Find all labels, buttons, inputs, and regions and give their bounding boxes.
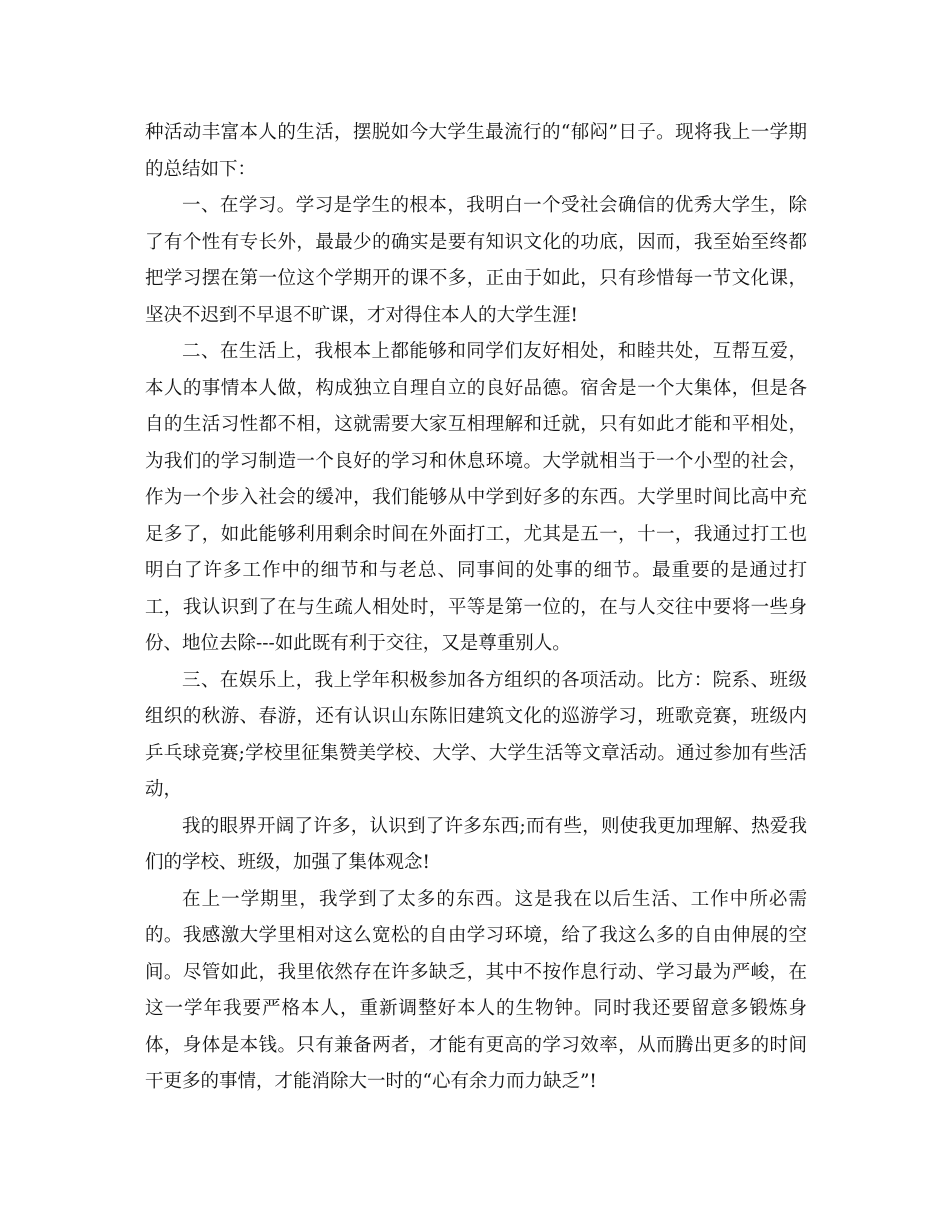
paragraph-conclusion: 在上一学期里，我学到了太多的东西。这是我在以后生活、工作中所必需的。我感激大学里相对这么宽松的自由学习环境，给了我这么多的自由伸展的空间。尽管如此，我里依然存在许多缺乏，其中不按作息行动、学习最为严峻，在这一学年我要严格本人，重新调整好本人的生物钟。同时我还要留意多锻炼身体，身体是本钱。只有兼备两者，才能有更高的学习效率，从而腾出更多的时间干更多的事情，才能消除大一时的“心有余力而力缺乏”! — [145, 888, 807, 1092]
paragraph-intro: 种活动丰富本人的生活，摆脱如今大学生最流行的“郁闷”日子。现将我上一学期的总结如下： — [145, 122, 807, 180]
paragraph-horizon: 我的眼界开阔了许多，认识到了许多东西;而有些，则使我更加理解、热爱我们的学校、班级，加强了集体观念! — [145, 815, 807, 873]
document-body — [145, 115, 807, 1101]
paragraph-study: 一、在学习。学习是学生的根本，我明白一个受社会确信的优秀大学生，除了有个性有专长外，最最少的确实是要有知识文化的功底，因而，我至始至终都把学习摆在第一位这个学期开的课不多，正由于如此，只有珍惜每一节文化课，坚决不迟到不早退不旷课，才对得住本人的大学生涯! — [145, 195, 807, 326]
paragraph-entertainment: 三、在娱乐上，我上学年积极参加各方组织的各项活动。比方：院系、班级组织的秋游、春游，还有认识山东陈旧建筑文化的巡游学习，班歌竞赛，班级内乒乓球竞赛;学校里征集赞美学校、大学、大学生活等文章活动。通过参加有些活动， — [145, 669, 807, 800]
paragraph-life: 二、在生活上，我根本上都能够和同学们友好相处，和睦共处，互帮互爱，本人的事情本人做，构成独立自理自立的良好品德。宿舍是一个大集体，但是各自的生活习性都不相，这就需要大家互相理解和迁就，只有如此才能和平相处，为我们的学习制造一个良好的学习和休息环境。大学就相当于一个小型的社会，作为一个步入社会的缓冲，我们能够从中学到好多的东西。大学里时间比高中充足多了，如此能够利用剩余时间在外面打工，尤其是五一，十一，我通过打工也明白了许多工作中的细节和与老总、同事间的处事的细节。最重要的是通过打工，我认识到了在与生疏人相处时，平等是第一位的，在与人交往中要将一些身份、地位去除---如此既有利于交往，又是尊重别人。 — [145, 341, 807, 654]
